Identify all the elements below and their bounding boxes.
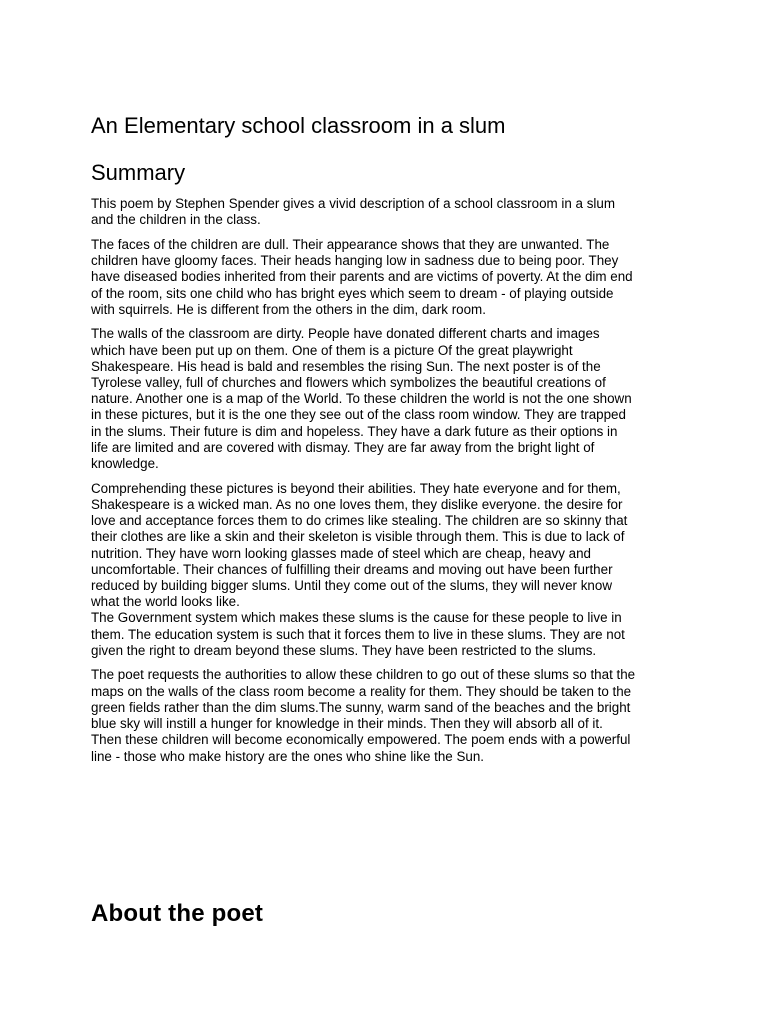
about-poet-heading: About the poet [91,900,264,927]
paragraph-intro: This poem by Stephen Spender gives a vivid description of a school classroom in a slum and the children in the class. [91,196,615,228]
document-title: An Elementary school classroom in a slum [91,113,506,138]
summary-heading: Summary [91,160,186,185]
paragraph-poet-request: The poet requests the authorities to allow these children to go out of these slums so that the maps on the walls of the class room become a reality for them. They should be taken to the green fields rather than the dim slums.The sunny, warm sand of the beaches and the bright blue sky will instill a hunger for knowledge in their minds. Then they will absorb all of it. Then these children will become economically empowered. The poem ends with a powerful line - those who make history are the ones who shine like the Sun. [91,667,636,764]
paragraph-classroom-walls: The walls of the classroom are dirty. People have donated different charts and images which have been put up on them. One of them is a picture Of the great playwright Shakespeare. His head is bald and resembles the rising Sun. The next poster is of the Tyrolese valley, full of churches and flowers which symbolizes the beautiful creations of nature. Another one is a map of the World. To these children the world is not the one shown in these pictures, but it is the one they see out of the class room window. They are trapped in the slums. Their future is dim and hopeless. They have a dark future as their options in life are limited and are covered with dismay. They are far away from the bright light of knowledge. [91,326,632,472]
paragraph-comprehension: Comprehending these pictures is beyond their abilities. They hate everyone and for them, Shakespeare is a wicked man. As no one loves them, they dislike everyone. the desire for love and acceptance forces them to do crimes like stealing. The children are so skinny that their clothes are like a skin and their skeleton is visible through them. This is due to lack of nutrition. They have worn looking glasses made of steel which are cheap, heavy and uncomfortable. Their chances of fulfilling their dreams and moving out have been further reduced by building bigger slums. Until they come out of the slums, they will never know what the world looks like. The Government system which makes these slums is the cause for these people to live in them. The education system is such that it forces them to live in these slums. They are not given the right to dream beyond these slums. They have been restricted to the slums. [91,480,628,658]
summary-body [91,196,686,773]
paragraph-children-faces: The faces of the children are dull. Their appearance shows that they are unwanted. The children have gloomy faces. Their heads hanging low in sadness due to being poor. They have diseased bodies inherited from their parents and are victims of poverty. At the dim end of the room, sits one child who has bright eyes which seem to dream - of playing outside with squirrels. He is different from the others in the dim, dark room. [91,236,633,317]
